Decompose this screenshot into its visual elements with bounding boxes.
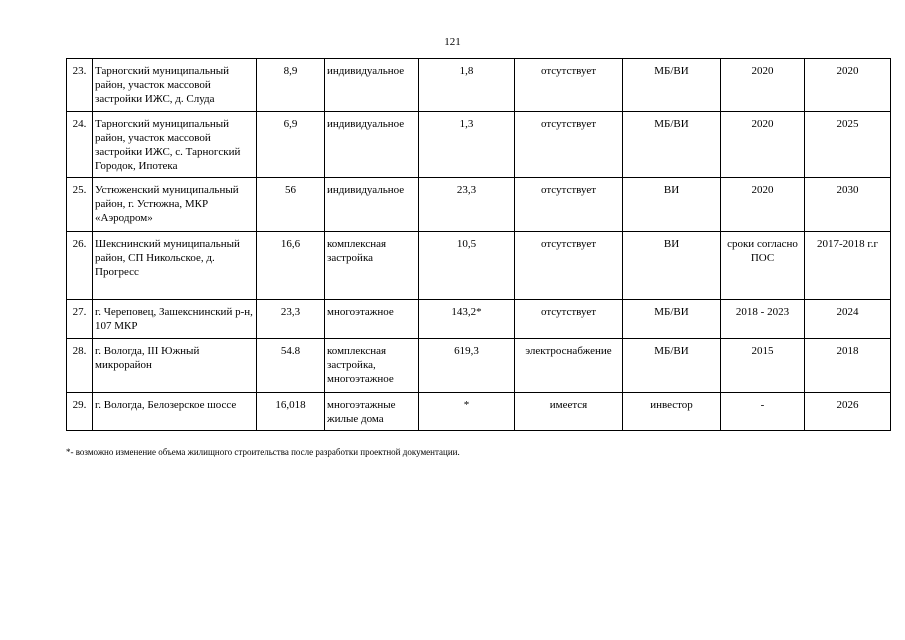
construction-type-cell: комплексная застройка xyxy=(325,232,419,300)
construction-type-cell: многоэтажное xyxy=(325,300,419,339)
volume-cell: 1,8 xyxy=(419,59,515,112)
table-row xyxy=(67,232,891,300)
funding-source-cell: МБ/ВИ xyxy=(623,300,721,339)
table-row xyxy=(67,112,891,178)
volume-cell: 619,3 xyxy=(419,339,515,393)
construction-type-cell: индивидуальное xyxy=(325,178,419,232)
period-cell: 2015 xyxy=(721,339,805,393)
volume-cell: 23,3 xyxy=(419,178,515,232)
period-cell: 2020 xyxy=(721,112,805,178)
infrastructure-cell: отсутствует xyxy=(515,59,623,112)
infrastructure-cell: имеется xyxy=(515,393,623,431)
row-number-cell: 27. xyxy=(67,300,93,339)
completion-year-cell: 2026 xyxy=(805,393,891,431)
table-row xyxy=(67,339,891,393)
area-cell: 23,3 xyxy=(257,300,325,339)
completion-year-cell: 2017-2018 г.г xyxy=(805,232,891,300)
location-cell: Тарногский муниципальный район, участок массовой застройки ИЖС, с. Тарногский Городок, Ипотека xyxy=(93,112,257,178)
table-row xyxy=(67,178,891,232)
funding-source-cell: ВИ xyxy=(623,178,721,232)
construction-type-cell: индивидуальное xyxy=(325,112,419,178)
footnote: *- возможно изменение объема жилищного строительства после разработки проектной документации. xyxy=(66,447,460,457)
page-number: 121 xyxy=(444,36,461,48)
row-number-cell: 23. xyxy=(67,59,93,112)
funding-source-cell: инвестор xyxy=(623,393,721,431)
infrastructure-cell: отсутствует xyxy=(515,112,623,178)
infrastructure-cell: электроснабжение xyxy=(515,339,623,393)
row-number-cell: 29. xyxy=(67,393,93,431)
period-cell: 2020 xyxy=(721,178,805,232)
table-row xyxy=(67,300,891,339)
location-cell: Шекснинский муниципальный район, СП Никольское, д. Прогресс xyxy=(93,232,257,300)
location-cell: г. Вологда, Белозерское шоссе xyxy=(93,393,257,431)
location-cell: г. Вологда, III Южный микрорайон xyxy=(93,339,257,393)
housing-construction-table xyxy=(66,58,891,431)
completion-year-cell: 2024 xyxy=(805,300,891,339)
completion-year-cell: 2018 xyxy=(805,339,891,393)
funding-source-cell: ВИ xyxy=(623,232,721,300)
construction-type-cell: комплексная застройка, многоэтажное xyxy=(325,339,419,393)
infrastructure-cell: отсутствует xyxy=(515,232,623,300)
row-number-cell: 25. xyxy=(67,178,93,232)
table-row xyxy=(67,393,891,431)
area-cell: 16,6 xyxy=(257,232,325,300)
construction-type-cell: многоэтажные жилые дома xyxy=(325,393,419,431)
row-number-cell: 24. xyxy=(67,112,93,178)
volume-cell: 143,2* xyxy=(419,300,515,339)
volume-cell: 1,3 xyxy=(419,112,515,178)
completion-year-cell: 2020 xyxy=(805,59,891,112)
location-cell: Тарногский муниципальный район, участок массовой застройки ИЖС, д. Слуда xyxy=(93,59,257,112)
period-cell: сроки согласно ПОС xyxy=(721,232,805,300)
area-cell: 8,9 xyxy=(257,59,325,112)
completion-year-cell: 2030 xyxy=(805,178,891,232)
period-cell: 2020 xyxy=(721,59,805,112)
row-number-cell: 28. xyxy=(67,339,93,393)
area-cell: 56 xyxy=(257,178,325,232)
period-cell: 2018 - 2023 xyxy=(721,300,805,339)
volume-cell: * xyxy=(419,393,515,431)
area-cell: 6,9 xyxy=(257,112,325,178)
infrastructure-cell: отсутствует xyxy=(515,178,623,232)
area-cell: 54.8 xyxy=(257,339,325,393)
location-cell: г. Череповец, Зашекснинский р-н, 107 МКР xyxy=(93,300,257,339)
funding-source-cell: МБ/ВИ xyxy=(623,59,721,112)
construction-type-cell: индивидуальное xyxy=(325,59,419,112)
location-cell: Устюженский муниципальный район, г. Устюжна, МКР «Аэродром» xyxy=(93,178,257,232)
completion-year-cell: 2025 xyxy=(805,112,891,178)
volume-cell: 10,5 xyxy=(419,232,515,300)
infrastructure-cell: отсутствует xyxy=(515,300,623,339)
period-cell: - xyxy=(721,393,805,431)
area-cell: 16,018 xyxy=(257,393,325,431)
row-number-cell: 26. xyxy=(67,232,93,300)
funding-source-cell: МБ/ВИ xyxy=(623,112,721,178)
funding-source-cell: МБ/ВИ xyxy=(623,339,721,393)
table-row xyxy=(67,59,891,112)
